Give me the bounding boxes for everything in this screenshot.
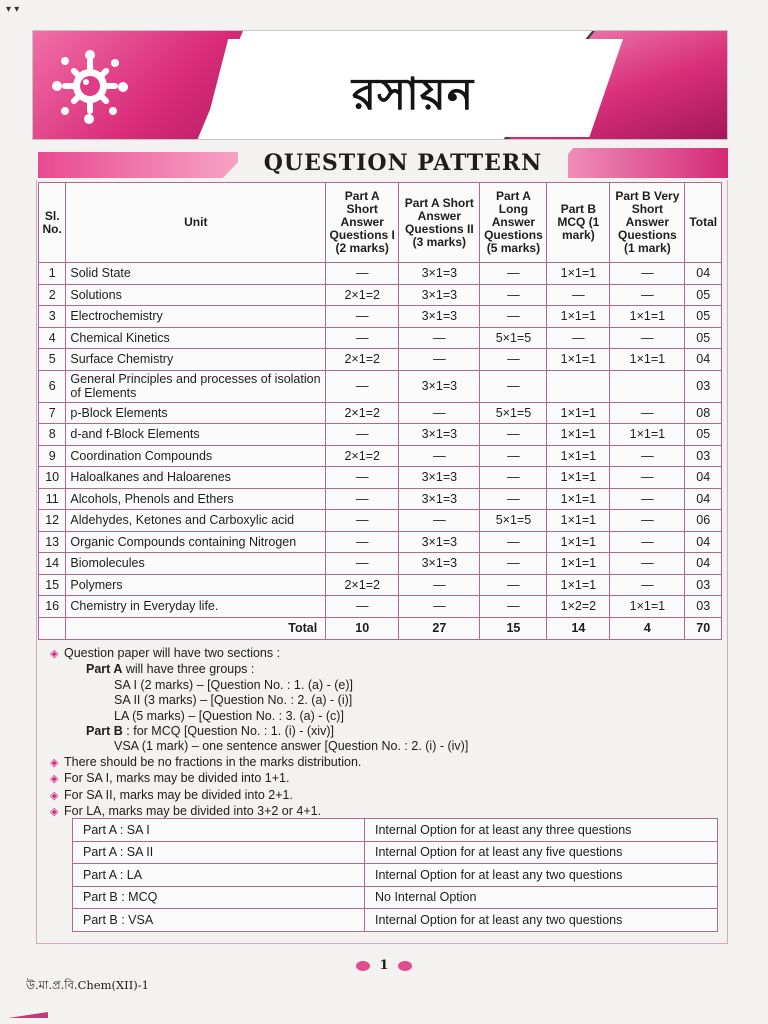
cell-sa1: — [326, 553, 399, 575]
cell-unit: Solid State [66, 263, 326, 285]
note-item [50, 646, 710, 662]
cell-vsa: — [610, 553, 685, 575]
cell-la: 5×1=5 [480, 510, 547, 532]
cell-total: 03 [685, 596, 722, 618]
cell-la: — [480, 596, 547, 618]
cell-total: 04 [685, 531, 722, 553]
cell-sa2: 3×1=3 [399, 424, 480, 446]
total-label: Total [66, 617, 326, 639]
cell-unit: Coordination Compounds [66, 445, 326, 467]
table-row [39, 349, 722, 371]
cell-sa1: 2×1=2 [326, 349, 399, 371]
option-text: Internal Option for at least any five questions [365, 841, 718, 864]
cell-total: 03 [685, 445, 722, 467]
option-text: Internal Option for at least any three questions [365, 819, 718, 842]
header-sa2: Part A Short Answer Questions II (3 marks) [399, 183, 480, 263]
cell-sa2: 3×1=3 [399, 306, 480, 328]
cell-sl: 5 [39, 349, 66, 371]
cell-sa1: — [326, 531, 399, 553]
note-text: will have three groups : [122, 662, 255, 677]
header-sl: Sl. No. [39, 183, 66, 263]
cell-mcq: 1×1=1 [547, 402, 610, 424]
cell-unit: Chemistry in Everyday life. [66, 596, 326, 618]
table-row [39, 370, 722, 402]
note-subitem [50, 724, 710, 739]
cell-sa2: — [399, 402, 480, 424]
cell-mcq: — [547, 327, 610, 349]
table-row [39, 510, 722, 532]
internal-options-table [72, 818, 718, 932]
corner-tick: ▾ ▾ [6, 4, 20, 15]
cell-sa1: — [326, 596, 399, 618]
cell-la: — [480, 553, 547, 575]
subject-title: রসায়ন [351, 69, 475, 120]
cell-sl: 1 [39, 263, 66, 285]
cell-sa2: 3×1=3 [399, 488, 480, 510]
cell-sa1: 2×1=2 [326, 284, 399, 306]
total-la: 15 [480, 617, 547, 639]
cell-mcq: 1×1=1 [547, 510, 610, 532]
table-row [39, 596, 722, 618]
cell-mcq: 1×1=1 [547, 445, 610, 467]
option-row [73, 886, 718, 909]
cell-sl: 10 [39, 467, 66, 489]
cell-la: — [480, 424, 547, 446]
option-row [73, 819, 718, 842]
cell-vsa: 1×1=1 [610, 349, 685, 371]
page-number [354, 958, 414, 976]
total-mcq: 14 [547, 617, 610, 639]
cell-unit: Aldehydes, Ketones and Carboxylic acid [66, 510, 326, 532]
cell-vsa: — [610, 445, 685, 467]
cell-sa1: — [326, 488, 399, 510]
option-text: Internal Option for at least any two questions [365, 864, 718, 887]
table-row [39, 553, 722, 575]
cell-la: 5×1=5 [480, 327, 547, 349]
note-subitem [50, 662, 710, 677]
cell-sa2: — [399, 445, 480, 467]
question-pattern-table [38, 182, 722, 640]
cell-sl: 12 [39, 510, 66, 532]
cell-unit: Haloalkanes and Haloarenes [66, 467, 326, 489]
cell-sl: 3 [39, 306, 66, 328]
cell-la: — [480, 306, 547, 328]
note-text: For SA II, marks may be divided into 2+1. [64, 787, 293, 802]
cell-la: — [480, 370, 547, 402]
cell-sa1: — [326, 424, 399, 446]
cell-la: — [480, 284, 547, 306]
total-row [39, 617, 722, 639]
table-row [39, 263, 722, 285]
option-text: No Internal Option [365, 886, 718, 909]
cell-la: — [480, 531, 547, 553]
option-part: Part B : MCQ [73, 886, 365, 909]
diamond-bullet-icon: ◈ [50, 789, 59, 802]
part-b-label: Part B [86, 724, 123, 739]
diamond-bullet-icon: ◈ [50, 756, 59, 769]
table-row [39, 284, 722, 306]
table-row [39, 445, 722, 467]
total-total: 70 [685, 617, 722, 639]
cell-total: 04 [685, 488, 722, 510]
heading-bar-left [38, 152, 248, 178]
cell-unit: General Principles and processes of isolation of Elements [66, 370, 326, 402]
cell-la: — [480, 574, 547, 596]
cell-vsa: — [610, 284, 685, 306]
note-item [50, 788, 710, 804]
cell-vsa: 1×1=1 [610, 424, 685, 446]
page-wing-left-icon [356, 961, 370, 971]
cell-sa2: — [399, 596, 480, 618]
cell-sa1: — [326, 370, 399, 402]
cell-total: 04 [685, 467, 722, 489]
cell-total: 03 [685, 574, 722, 596]
cell-sa2: 3×1=3 [399, 263, 480, 285]
cell-sa1: 2×1=2 [326, 574, 399, 596]
cell-sa2: 3×1=3 [399, 370, 480, 402]
note-text: For SA I, marks may be divided into 1+1. [64, 771, 290, 786]
cell-vsa: — [610, 574, 685, 596]
cell-total: 04 [685, 263, 722, 285]
cell-total: 04 [685, 349, 722, 371]
corner-decoration [8, 1012, 48, 1018]
cell-sa2: — [399, 510, 480, 532]
header-mcq: Part B MCQ (1 mark) [547, 183, 610, 263]
cell-vsa: — [610, 488, 685, 510]
table-row [39, 402, 722, 424]
cell-unit: Surface Chemistry [66, 349, 326, 371]
cell-sl: 14 [39, 553, 66, 575]
cell-total: 03 [685, 370, 722, 402]
cell-mcq [547, 370, 610, 402]
cell-mcq: 1×1=1 [547, 349, 610, 371]
cell-mcq: 1×1=1 [547, 424, 610, 446]
option-part: Part B : VSA [73, 909, 365, 932]
cell-unit: Electrochemistry [66, 306, 326, 328]
option-part: Part A : SA I [73, 819, 365, 842]
cell-mcq: 1×1=1 [547, 263, 610, 285]
cell-mcq: 1×1=1 [547, 574, 610, 596]
note-subitem: SA I (2 marks) – [Question No. : 1. (a) - (e)] [114, 677, 353, 692]
table-row [39, 306, 722, 328]
cell-vsa: — [610, 263, 685, 285]
cell-sa1: — [326, 467, 399, 489]
cell-vsa: — [610, 327, 685, 349]
table-row [39, 467, 722, 489]
table-row [39, 327, 722, 349]
cell-sa2: — [399, 574, 480, 596]
cell-vsa: — [610, 531, 685, 553]
cell-la: — [480, 263, 547, 285]
cell-sl: 8 [39, 424, 66, 446]
option-row [73, 841, 718, 864]
cell-sl: 9 [39, 445, 66, 467]
footer-code: উ.মা.প্র.বি.Chem(XII)-1 [26, 978, 149, 992]
cell-la: — [480, 349, 547, 371]
total-sa2: 27 [399, 617, 480, 639]
option-row [73, 864, 718, 887]
note-text: Question paper will have two sections : [64, 646, 281, 660]
cell-unit: Polymers [66, 574, 326, 596]
diamond-bullet-icon: ◈ [50, 648, 59, 660]
cell-sl: 11 [39, 488, 66, 510]
cell-sa2: — [399, 327, 480, 349]
cell-sl: 7 [39, 402, 66, 424]
note-subitem: LA (5 marks) – [Question No. : 3. (a) - (c)] [114, 708, 344, 723]
cell-vsa: 1×1=1 [610, 596, 685, 618]
header-banner [32, 30, 728, 140]
cell-vsa [610, 370, 685, 402]
cell-unit: Alcohols, Phenols and Ethers [66, 488, 326, 510]
header-vsa: Part B Very Short Answer Questions (1 mark) [610, 183, 685, 263]
cell-unit: d-and f-Block Elements [66, 424, 326, 446]
cell-unit: Biomolecules [66, 553, 326, 575]
cell-sa1: — [326, 327, 399, 349]
cell-mcq: 1×1=1 [547, 553, 610, 575]
note-subitem: VSA (1 mark) – one sentence answer [Question No. : 2. (i) - (iv)] [114, 739, 469, 754]
cell-la: — [480, 467, 547, 489]
pattern-notes [50, 646, 710, 820]
header-sa1: Part A Short Answer Questions I (2 marks) [326, 183, 399, 263]
cell-sl-empty [39, 617, 66, 639]
cell-sa2: — [399, 349, 480, 371]
diamond-bullet-icon: ◈ [50, 806, 59, 819]
cell-vsa: 1×1=1 [610, 306, 685, 328]
cell-mcq: 1×2=2 [547, 596, 610, 618]
table-row [39, 574, 722, 596]
cell-total: 05 [685, 306, 722, 328]
table-row [39, 488, 722, 510]
header-la: Part A Long Answer Questions (5 marks) [480, 183, 547, 263]
table-header-row [39, 183, 722, 263]
cell-sa1: 2×1=2 [326, 445, 399, 467]
cell-mcq: 1×1=1 [547, 306, 610, 328]
cell-mcq: 1×1=1 [547, 488, 610, 510]
diamond-bullet-icon: ◈ [50, 773, 59, 786]
page-number-text: 1 [379, 958, 389, 973]
cell-unit: Organic Compounds containing Nitrogen [66, 531, 326, 553]
cell-sa2: 3×1=3 [399, 467, 480, 489]
option-text: Internal Option for at least any two questions [365, 909, 718, 932]
cell-unit: Solutions [66, 284, 326, 306]
option-part: Part A : LA [73, 864, 365, 887]
cell-total: 06 [685, 510, 722, 532]
cell-la: — [480, 445, 547, 467]
table-row [39, 424, 722, 446]
cell-sl: 6 [39, 370, 66, 402]
cell-sl: 2 [39, 284, 66, 306]
part-a-label: Part A [86, 662, 123, 677]
header-total: Total [685, 183, 722, 263]
total-vsa: 4 [610, 617, 685, 639]
header-unit: Unit [66, 183, 326, 263]
option-part: Part A : SA II [73, 841, 365, 864]
total-sa1: 10 [326, 617, 399, 639]
cell-total: 05 [685, 284, 722, 306]
cell-vsa: — [610, 467, 685, 489]
note-item [50, 771, 710, 787]
cell-vsa: — [610, 510, 685, 532]
cell-total: 04 [685, 553, 722, 575]
note-text: : for MCQ [Question No. : 1. (i) - (xiv)] [122, 724, 334, 739]
section-title: QUESTION PATTERN [238, 150, 568, 180]
cell-sa2: 3×1=3 [399, 284, 480, 306]
option-row [73, 909, 718, 932]
cell-unit: p-Block Elements [66, 402, 326, 424]
cell-mcq: 1×1=1 [547, 467, 610, 489]
table-row [39, 531, 722, 553]
cell-la: — [480, 488, 547, 510]
page-wing-right-icon [398, 961, 412, 971]
cell-unit: Chemical Kinetics [66, 327, 326, 349]
cell-sa1: — [326, 510, 399, 532]
note-text: For LA, marks may be divided into 3+2 or 4+1. [64, 804, 322, 819]
note-subitem: SA II (3 marks) – [Question No. : 2. (a) - (i)] [114, 693, 353, 708]
cell-sl: 15 [39, 574, 66, 596]
note-text: There should be no fractions in the marks distribution. [64, 754, 362, 769]
cell-sa1: 2×1=2 [326, 402, 399, 424]
heading-bar-right [548, 148, 728, 178]
cell-sa2: 3×1=3 [399, 531, 480, 553]
cell-total: 05 [685, 424, 722, 446]
cell-sa1: — [326, 306, 399, 328]
note-item [50, 755, 710, 771]
cell-sa2: 3×1=3 [399, 553, 480, 575]
cell-sl: 13 [39, 531, 66, 553]
cell-total: 08 [685, 402, 722, 424]
cell-sl: 4 [39, 327, 66, 349]
cell-mcq: — [547, 284, 610, 306]
splash-logo-icon [45, 41, 135, 131]
cell-sa1: — [326, 263, 399, 285]
question-pattern-heading [38, 148, 728, 182]
cell-mcq: 1×1=1 [547, 531, 610, 553]
cell-total: 05 [685, 327, 722, 349]
cell-vsa: — [610, 402, 685, 424]
cell-sl: 16 [39, 596, 66, 618]
cell-la: 5×1=5 [480, 402, 547, 424]
